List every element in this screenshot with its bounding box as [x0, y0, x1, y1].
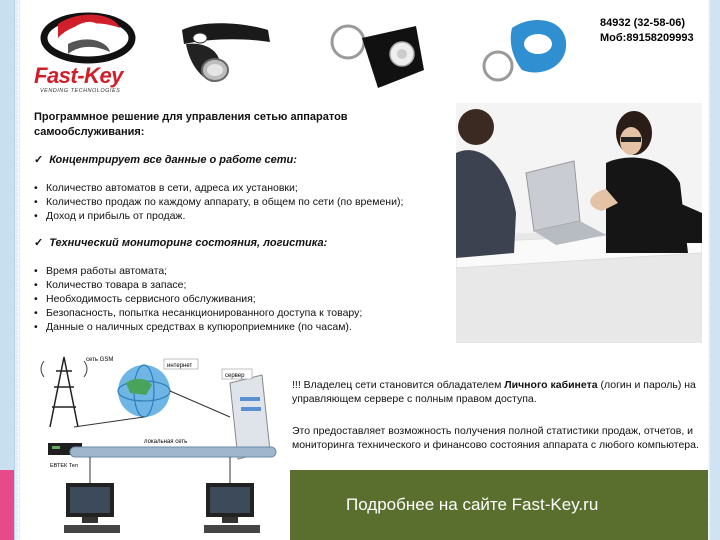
note1-bold: Личного кабинета: [504, 379, 598, 391]
leather-key-fob-icon: [320, 8, 432, 92]
list-item: • Время работы автомата;: [34, 264, 362, 278]
list-item: • Необходимость сервисного обслуживания;: [34, 292, 362, 306]
contacts-block: [600, 16, 694, 46]
cta-link-text[interactable]: Подробнее на сайте Fast-Key.ru: [346, 495, 599, 514]
section1-heading-text: Концентрирует все данные о работе сети:: [49, 154, 297, 166]
section1-list: [34, 181, 403, 223]
brand-name: Fast-Key: [34, 63, 123, 88]
list-item: • Количество товара в запасе;: [34, 278, 362, 292]
section2-heading: [34, 236, 327, 249]
brand-tagline: VENDING TECHNOLOGIES: [40, 88, 121, 94]
server-icon: [230, 375, 270, 459]
list-item: • Количество продаж по каждому аппарату, в общем по сети (по времени);: [34, 195, 403, 209]
gsm-label: сеть GSM: [86, 357, 114, 363]
note1-prefix: !!! Владелец сети становится обладателем: [292, 379, 505, 391]
list-item: • Доход и прибыль от продаж.: [34, 209, 403, 223]
modem-label: ЕВТЕК Тел: [50, 463, 78, 469]
list-item: • Безопасность, попытка несанкционированного доступа к товару;: [34, 306, 362, 320]
checkmark-icon: ✓: [34, 154, 44, 166]
section1-heading: [34, 153, 297, 166]
left-decor-stripe: [0, 0, 15, 540]
mobile-number: Моб:89158209993: [600, 32, 694, 44]
pink-accent-bar: [0, 470, 14, 540]
touch-memory-key-icon: [172, 8, 282, 90]
gsm-tower-icon: [41, 357, 87, 427]
intro-text: Программное решение для управления сетью аппаратов самообслуживания:: [34, 111, 348, 138]
list-item: • Данные о наличных средствах в купюроприемнике (по часам).: [34, 320, 362, 334]
section2-heading-text: Технический мониторинг состояния, логистика:: [49, 237, 328, 249]
note1-suffix: (логин и пароль) на управляющем сервере с полным правом доступа.: [292, 379, 696, 405]
computer-icon: [204, 457, 260, 533]
business-meeting-photo: [456, 103, 702, 343]
note-statistics: Это предоставляет возможность получения полной статистики продаж, отчетов, и мониторинга технического и финансово состояния аппарата с любого компьютера.: [292, 425, 699, 451]
internet-globe-icon: [118, 365, 170, 417]
note-personal-account: [292, 378, 704, 406]
server-label: сервер: [225, 373, 245, 379]
internet-label: интернет: [167, 363, 193, 369]
network-diagram: [34, 347, 284, 540]
section2-list: [34, 264, 362, 334]
checkmark-icon: ✓: [34, 237, 44, 249]
rfid-tag-icon: [472, 8, 572, 90]
lan-label: локальная сеть: [144, 439, 188, 445]
list-item: • Количество автоматов в сети, адреса их установки;: [34, 181, 403, 195]
right-decor-stripe: [710, 0, 720, 540]
phone-number: 84932 (32-58-06): [600, 17, 686, 29]
